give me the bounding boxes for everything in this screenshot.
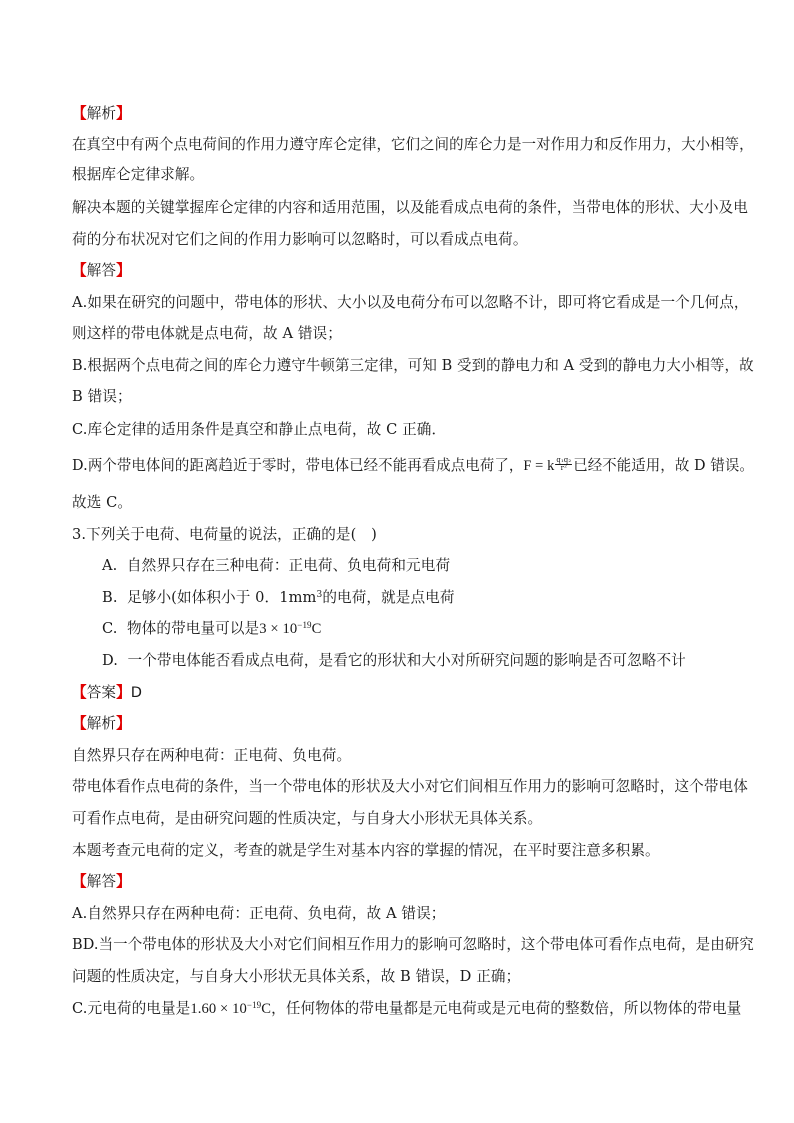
c-text-pre: C.元电荷的电量是: [72, 1000, 191, 1017]
analysis-line: 解决本题的关键掌握库仑定律的内容和适用范围，以及能看成点电荷的条件，当带电体的形状、大小及电: [72, 199, 748, 216]
bracket-open: 【: [72, 262, 87, 279]
bracket-open: 【: [72, 105, 87, 122]
analysis-line: 在真空中有两个点电荷间的作用力遵守库仑定律，它们之间的库仑力是一对作用力和反作用力，大小相等，: [72, 136, 754, 153]
answer-heading: [72, 871, 131, 893]
option-text: 自然界只存在三种电荷：正电荷、负电荷和元电荷: [126, 557, 451, 574]
bracket-close: 】: [116, 715, 131, 732]
analysis-line: 本题考查元电荷的定义，考查的就是学生对基本内容的掌握的情况，在平时要注意多积累。: [72, 842, 660, 859]
superscript: 3: [316, 590, 323, 600]
heading-text: 解析: [86, 105, 117, 122]
formula-fraction: [555, 457, 572, 472]
option-text: 的电荷，就是点电荷: [322, 589, 455, 606]
question-stem: 3.下列关于电荷、电荷量的说法，正确的是( ): [72, 526, 377, 543]
unit: C: [261, 1001, 272, 1017]
superscript: −19: [246, 1000, 262, 1010]
bracket-close: 】: [116, 262, 131, 279]
option-letter: C.: [102, 620, 118, 637]
analysis-line: 自然界只存在两种电荷：正电荷、负电荷。: [72, 747, 352, 764]
analysis-line: 根据库仑定律求解。: [72, 166, 205, 183]
answer-line: 问题的性质决定，与自身大小形状无具体关系，故 B 错误，D 正确；: [72, 968, 521, 985]
analysis-line: 可看作点电荷，是由研究问题的性质决定，与自身大小形状无具体关系。: [72, 810, 543, 827]
heading-text: 解析: [86, 715, 117, 732]
math-value: 1.60 × 10: [190, 1001, 247, 1017]
heading-text: 解答: [86, 873, 117, 890]
analysis-heading: [72, 713, 131, 735]
option-text: 物体的带电量可以是: [126, 620, 260, 637]
option-c: [102, 618, 322, 640]
bracket-close: 】: [116, 684, 131, 701]
conclusion-line: 故选 C。: [72, 494, 133, 511]
option-text: 一个带电体能否看成点电荷，是看它的形状和大小对所研究问题的影响是否可忽略不计: [127, 652, 686, 669]
analysis-line: 带电体看作点电荷的条件，当一个带电体的形状及大小对它们间相互作用力的影响可忽略时，这个带电体: [72, 778, 748, 795]
superscript: −19: [297, 620, 312, 630]
fraction-numerator: q₁q₂: [556, 455, 572, 464]
d-text-pre: D.两个带电体间的距离趋近于零时，带电体已经不能再看成点电荷了，: [72, 457, 524, 474]
option-a: [102, 555, 450, 577]
answer-line: A.自然界只存在两种电荷：正电荷、负电荷，故 A 错误；: [72, 905, 446, 922]
option-letter: B.: [102, 589, 118, 606]
analysis-heading: [72, 103, 131, 125]
answer-line: B.根据两个点电荷之间的库仑力遵守牛顿第三定律，可知 B 受到的静电力和 A 受到的静电力大小相等，故: [72, 357, 754, 374]
answer-key: [72, 682, 142, 704]
d-text-post: 已经不能适用，故 D 错误。: [573, 457, 754, 474]
option-letter: A.: [102, 557, 118, 574]
c-text-post: ，任何物体的带电量都是元电荷或是元电荷的整数倍，所以物体的带电量: [271, 1000, 742, 1017]
bracket-open: 【: [72, 873, 87, 890]
answer-line: 则这样的带电体就是点电荷，故 A 错误；: [72, 325, 342, 342]
answer-line: B 错误；: [72, 388, 132, 405]
answer-heading: [72, 260, 131, 282]
option-b: [102, 587, 455, 609]
option-d: [102, 650, 686, 672]
answer-line: C.库仑定律的适用条件是真空和静止点电荷，故 C 正确．: [72, 421, 447, 438]
bracket-close: 】: [116, 105, 131, 122]
answer-line-d: [72, 455, 754, 477]
formula-lhs: F = k: [523, 458, 555, 474]
unit: C: [311, 621, 322, 637]
option-text: 足够小(如体积小于 0．1mm: [127, 589, 317, 606]
answer-value: D: [130, 684, 143, 701]
analysis-line: 荷的分布状况对它们之间的作用力影响可以忽略时，可以看成点电荷。: [72, 231, 528, 248]
heading-text: 解答: [86, 262, 117, 279]
fraction-denominator: r²: [560, 463, 567, 472]
bracket-close: 】: [116, 873, 131, 890]
math-value: 3 × 10: [259, 621, 298, 637]
option-letter: D.: [102, 652, 119, 669]
bracket-open: 【: [72, 684, 87, 701]
answer-line: BD.当一个带电体的形状及大小对它们间相互作用力的影响可忽略时，这个带电体可看作点电荷，是由研究: [72, 936, 754, 953]
answer-line-c: [72, 998, 741, 1020]
bracket-open: 【: [72, 715, 87, 732]
answer-label: 答案: [86, 684, 117, 701]
answer-line: A.如果在研究的问题中，带电体的形状、大小以及电荷分布可以忽略不计，即可将它看成是一个几何点，: [72, 294, 749, 311]
